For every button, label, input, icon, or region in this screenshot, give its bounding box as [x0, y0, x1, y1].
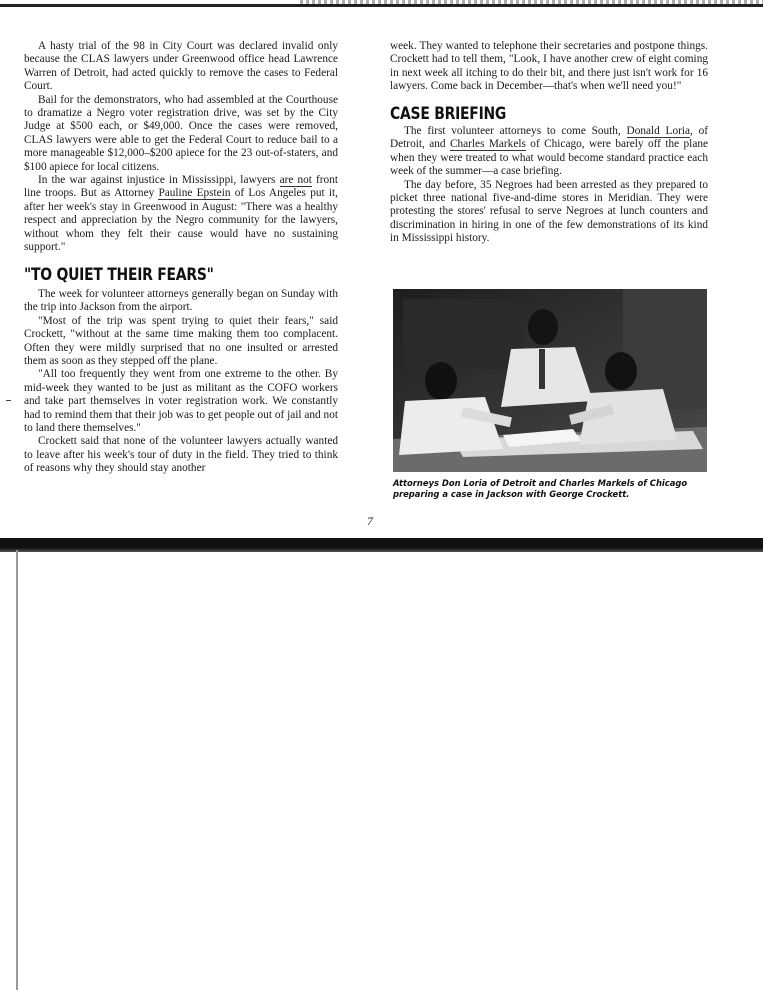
handwritten-underline: Charles Markels	[449, 138, 526, 151]
page-number: 7	[367, 514, 373, 528]
paragraph: week. They wanted to telephone their secretaries and postpone things. Crockett had to tell them, "Look, I have another crew of eight coming in next week all itching to do their bit, and there just isn't work for 16 lawyers. Come back in December—that's when we'll need you!"	[390, 40, 708, 93]
photo-caption: Attorneys Don Loria of Detroit and Charles Markels of Chicago preparing a case in Jackson with George Crockett.	[393, 478, 688, 499]
left-column	[24, 40, 338, 476]
scan-edge-band	[0, 538, 763, 552]
handwritten-underline: Donald Loria	[626, 125, 691, 138]
paragraph: A hasty trial of the 98 in City Court was declared invalid only because the CLAS lawyers under Greenwood office head Lawrence Warren of Detroit, had acted quickly to remove the cases to Federal Court.	[24, 40, 338, 93]
handwritten-underline: are not	[279, 174, 312, 187]
right-column	[390, 40, 708, 246]
paragraph: Bail for the demonstrators, who had assembled at the Courthouse to dramatize a Negro voter registration drive, was set by the City Judge at $500 each, or $49,000. Once the cases were removed, CLAS lawyers were able to get the Federal Court to reduce bail to a more manageable $12,000–$200 apiece for the 23 out-of-staters, and $100 apiece for local citizens.	[24, 93, 338, 173]
paragraph: The first volunteer attorneys to come South, Donald Loria, of Detroit, and Charles Markels of Chicago, were barely off the plane when they were treated to what would become standard practice each week of the summer—a case briefing.	[390, 125, 709, 178]
photo-illustration	[393, 289, 707, 472]
paragraph: "All too frequently they went from one extreme to the other. By mid-week they wanted to be just as militant as the COFO workers and take part themselves in voter registration work. We constantly had to remind them that their job was to get people out of jail and not to land there themselves."	[24, 368, 338, 434]
handwritten-underline: Pauline Epstein	[158, 187, 231, 200]
top-rule	[0, 4, 763, 7]
section-heading: CASE BRIEFING	[390, 103, 507, 124]
paragraph: "Most of the trip was spent trying to quiet their fears," said Crockett, "without at the same time making them too complacent. Often they were mildly surprised that no one insulted or arrested them as soon as they stepped off the plane.	[24, 314, 338, 367]
scan-edge-curve	[0, 550, 18, 990]
paragraph: Crockett said that none of the volunteer lawyers actually wanted to leave after his week's tour of duty in the field. They tried to think of reasons why they should stay another	[24, 435, 338, 475]
paragraph: In the war against injustice in Mississippi, lawyers are not front line troops. But as Attorney Pauline Epstein of Los Angeles put it, after her week's stay in Greenwood in August: "There was a healthy respect and appreciation by the Negro community for the lawyers, without whom they felt their cause would have no sustaining support."	[24, 174, 338, 254]
photo-attorneys	[393, 289, 707, 472]
paragraph: The week for volunteer attorneys generally began on Sunday with the trip into Jackson from the airport.	[24, 287, 338, 314]
section-heading: "TO QUIET THEIR FEARS"	[24, 264, 214, 285]
margin-mark	[6, 400, 11, 401]
paragraph: The day before, 35 Negroes had been arrested as they prepared to picket three national five-and-dime stores in Meridian. They were protesting the stores' refusal to serve Negroes at lunch counters and discrimination in hiring in one of the few demonstrations of its kind in Mississippi history.	[390, 178, 708, 245]
